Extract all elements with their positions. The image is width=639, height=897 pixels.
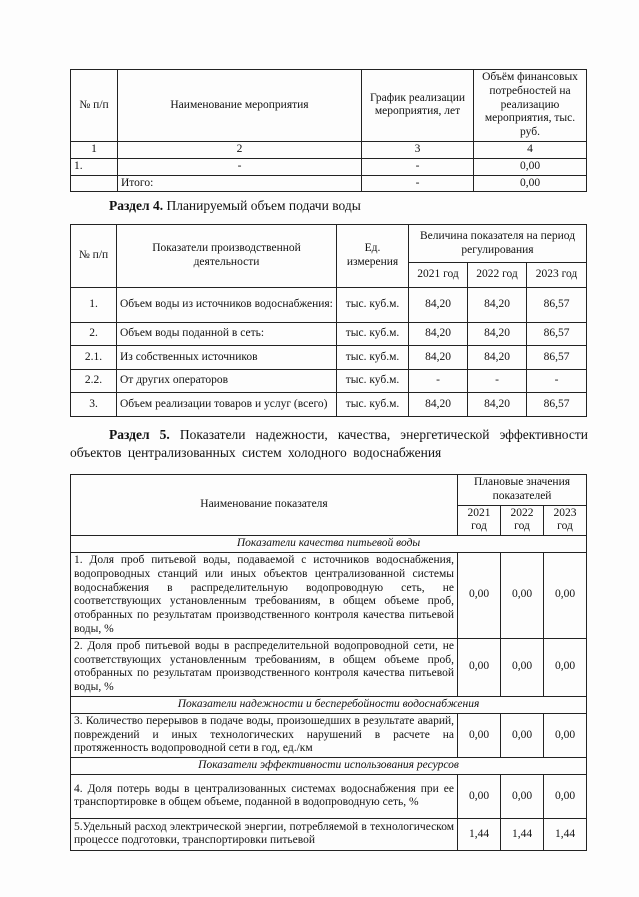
col-header-year: 2022 год (468, 263, 527, 288)
table-cell: - (527, 370, 587, 393)
section-5-heading (70, 426, 588, 462)
table-cell: 84,20 (409, 288, 468, 323)
col-header-measure-name: Наименование мероприятия (118, 70, 362, 142)
col-header-year: 2021 год (409, 263, 468, 288)
table-cell: 84,20 (409, 346, 468, 370)
table-cell: 1. (71, 158, 118, 175)
group-heading: Показатели надежности и бесперебойности водоснабжения (71, 696, 587, 713)
table-cell: 3 (362, 141, 474, 158)
col-header-year: 2023 год (544, 505, 587, 536)
table-cell: 84,20 (409, 323, 468, 346)
col-header-planned: Плановые значения показателей (458, 475, 587, 506)
table-row (71, 552, 587, 638)
table-cell: Объем реализации товаров и услуг (всего) (117, 393, 337, 417)
section-4-label: Раздел 4. (109, 198, 164, 213)
table-water-supply-volume (70, 224, 587, 417)
table-cell: 2. Доля проб питьевой воды в распределительной водопроводной сети, не соответствующих установленным требованиям, в общем объеме проб, отобранных по результатам производственного контроля качества питьевой воды, % (71, 638, 458, 696)
table-cell: 1. Доля проб питьевой воды, подаваемой с источников водоснабжения, водопроводных станций или иных объектов централизованной системы водоснабжения в распределительную водопроводную сеть, не соответствующих установленным требованиям, в общем объеме проб, отобранных по результатам производственного контроля качества питьевой воды, % (71, 552, 458, 638)
table-row (71, 346, 587, 370)
table-cell: 0,00 (474, 175, 587, 192)
table-cell: 0,00 (458, 774, 501, 818)
total-label: Итого: (118, 175, 362, 192)
section-4-heading (109, 197, 361, 215)
table-cell: 84,20 (468, 393, 527, 417)
table-cell: тыс. куб.м. (337, 393, 409, 417)
table-cell (71, 175, 118, 192)
section-4-title: Планируемый объем подачи воды (166, 198, 361, 213)
table-cell: 0,00 (501, 713, 544, 757)
col-header-num: № п/п (71, 70, 118, 142)
table-row (71, 818, 587, 850)
table-group-row (71, 696, 587, 713)
table-cell: 0,00 (458, 552, 501, 638)
table-reliability-indicators (70, 474, 587, 851)
col-header-year: 2021 год (458, 505, 501, 536)
table-cell: 84,20 (468, 323, 527, 346)
col-header-indicator: Показатели производственной деятельности (117, 225, 337, 288)
col-header-indicator-name: Наименование показателя (71, 475, 458, 536)
table-cell: 86,57 (527, 323, 587, 346)
table-cell: 1,44 (501, 818, 544, 850)
col-header-period: Величина показателя на период регулирования (409, 225, 587, 263)
table-cell: 0,00 (501, 552, 544, 638)
table-cell: Объем воды поданной в сеть: (117, 323, 337, 346)
table-group-row (71, 758, 587, 775)
table-cell: Объем воды из источников водоснабжения: (117, 288, 337, 323)
table-cell: 4. Доля потерь воды в централизованных системах водоснабжения при ее транспортировке в общем объеме, поданной в водопроводную сеть, % (71, 774, 458, 818)
table-cell: 2.2. (71, 370, 117, 393)
table-cell: - (362, 158, 474, 175)
table-row (71, 323, 587, 346)
table-cell: 0,00 (544, 713, 587, 757)
table-cell: 86,57 (527, 346, 587, 370)
table-cell: 2 (118, 141, 362, 158)
table-cell: 3. (71, 393, 117, 417)
table-cell: 1,44 (458, 818, 501, 850)
table-cell: 3. Количество перерывов в подаче воды, произошедших в результате аварий, повреждений и иных технологических нарушений в расчете на протяженность водопроводной сети в год, ед./км (71, 713, 458, 757)
table-financial-needs (70, 69, 587, 192)
table-cell: 0,00 (544, 638, 587, 696)
table-row (71, 638, 587, 696)
table-cell: тыс. куб.м. (337, 323, 409, 346)
table-cell: - (468, 370, 527, 393)
table-header-row (71, 225, 587, 263)
table-cell: 1,44 (544, 818, 587, 850)
table-cell: - (409, 370, 468, 393)
table-cell: 84,20 (468, 288, 527, 323)
table-row (71, 158, 587, 175)
table-cell: тыс. куб.м. (337, 288, 409, 323)
table-cell: - (118, 158, 362, 175)
table-cell: тыс. куб.м. (337, 346, 409, 370)
group-heading: Показатели эффективности использования ресурсов (71, 758, 587, 775)
table-header-row (71, 70, 587, 142)
col-header-schedule: График реализации мероприятия, лет (362, 70, 474, 142)
table-row (71, 713, 587, 757)
table-header-row (71, 475, 587, 506)
table-cell: 84,20 (468, 346, 527, 370)
table-cell: От других операторов (117, 370, 337, 393)
table-cell: тыс. куб.м. (337, 370, 409, 393)
table-row (71, 393, 587, 417)
table-cell: 0,00 (458, 713, 501, 757)
table-cell: 86,57 (527, 393, 587, 417)
table-cell: 0,00 (474, 158, 587, 175)
table-cell: - (362, 175, 474, 192)
group-heading: Показатели качества питьевой воды (71, 536, 587, 553)
col-header-unit: Ед. измерения (337, 225, 409, 288)
table-cell: 4 (474, 141, 587, 158)
table-row (71, 370, 587, 393)
table-cell: 2. (71, 323, 117, 346)
section-5-title: Показатели надежности, качества, энергетической эффективности объектов централизованных систем холодного водоснабжения (70, 427, 588, 461)
table-row (71, 288, 587, 323)
table-numbering-row (71, 141, 587, 158)
section-5-label: Раздел 5. (109, 427, 170, 442)
table-row (71, 774, 587, 818)
table-cell: 84,20 (409, 393, 468, 417)
table-cell: Из собственных источников (117, 346, 337, 370)
table-cell: 2.1. (71, 346, 117, 370)
table-cell: 1. (71, 288, 117, 323)
col-header-year: 2022 год (501, 505, 544, 536)
table-cell: 1 (71, 141, 118, 158)
table-cell: 0,00 (501, 774, 544, 818)
col-header-num: № п/п (71, 225, 117, 288)
table-cell: 0,00 (544, 774, 587, 818)
table-cell: 0,00 (458, 638, 501, 696)
table-cell: 5.Удельный расход электрической энергии, потребляемой в технологическом процессе подготовки, транспортировки питьевой (71, 818, 458, 850)
table-cell: 86,57 (527, 288, 587, 323)
col-header-year: 2023 год (527, 263, 587, 288)
table-cell: 0,00 (501, 638, 544, 696)
table-cell: 0,00 (544, 552, 587, 638)
table-total-row (71, 175, 587, 192)
table-group-row (71, 536, 587, 553)
col-header-financing: Объём финансовых потребностей на реализацию мероприятия, тыс. руб. (474, 70, 587, 142)
